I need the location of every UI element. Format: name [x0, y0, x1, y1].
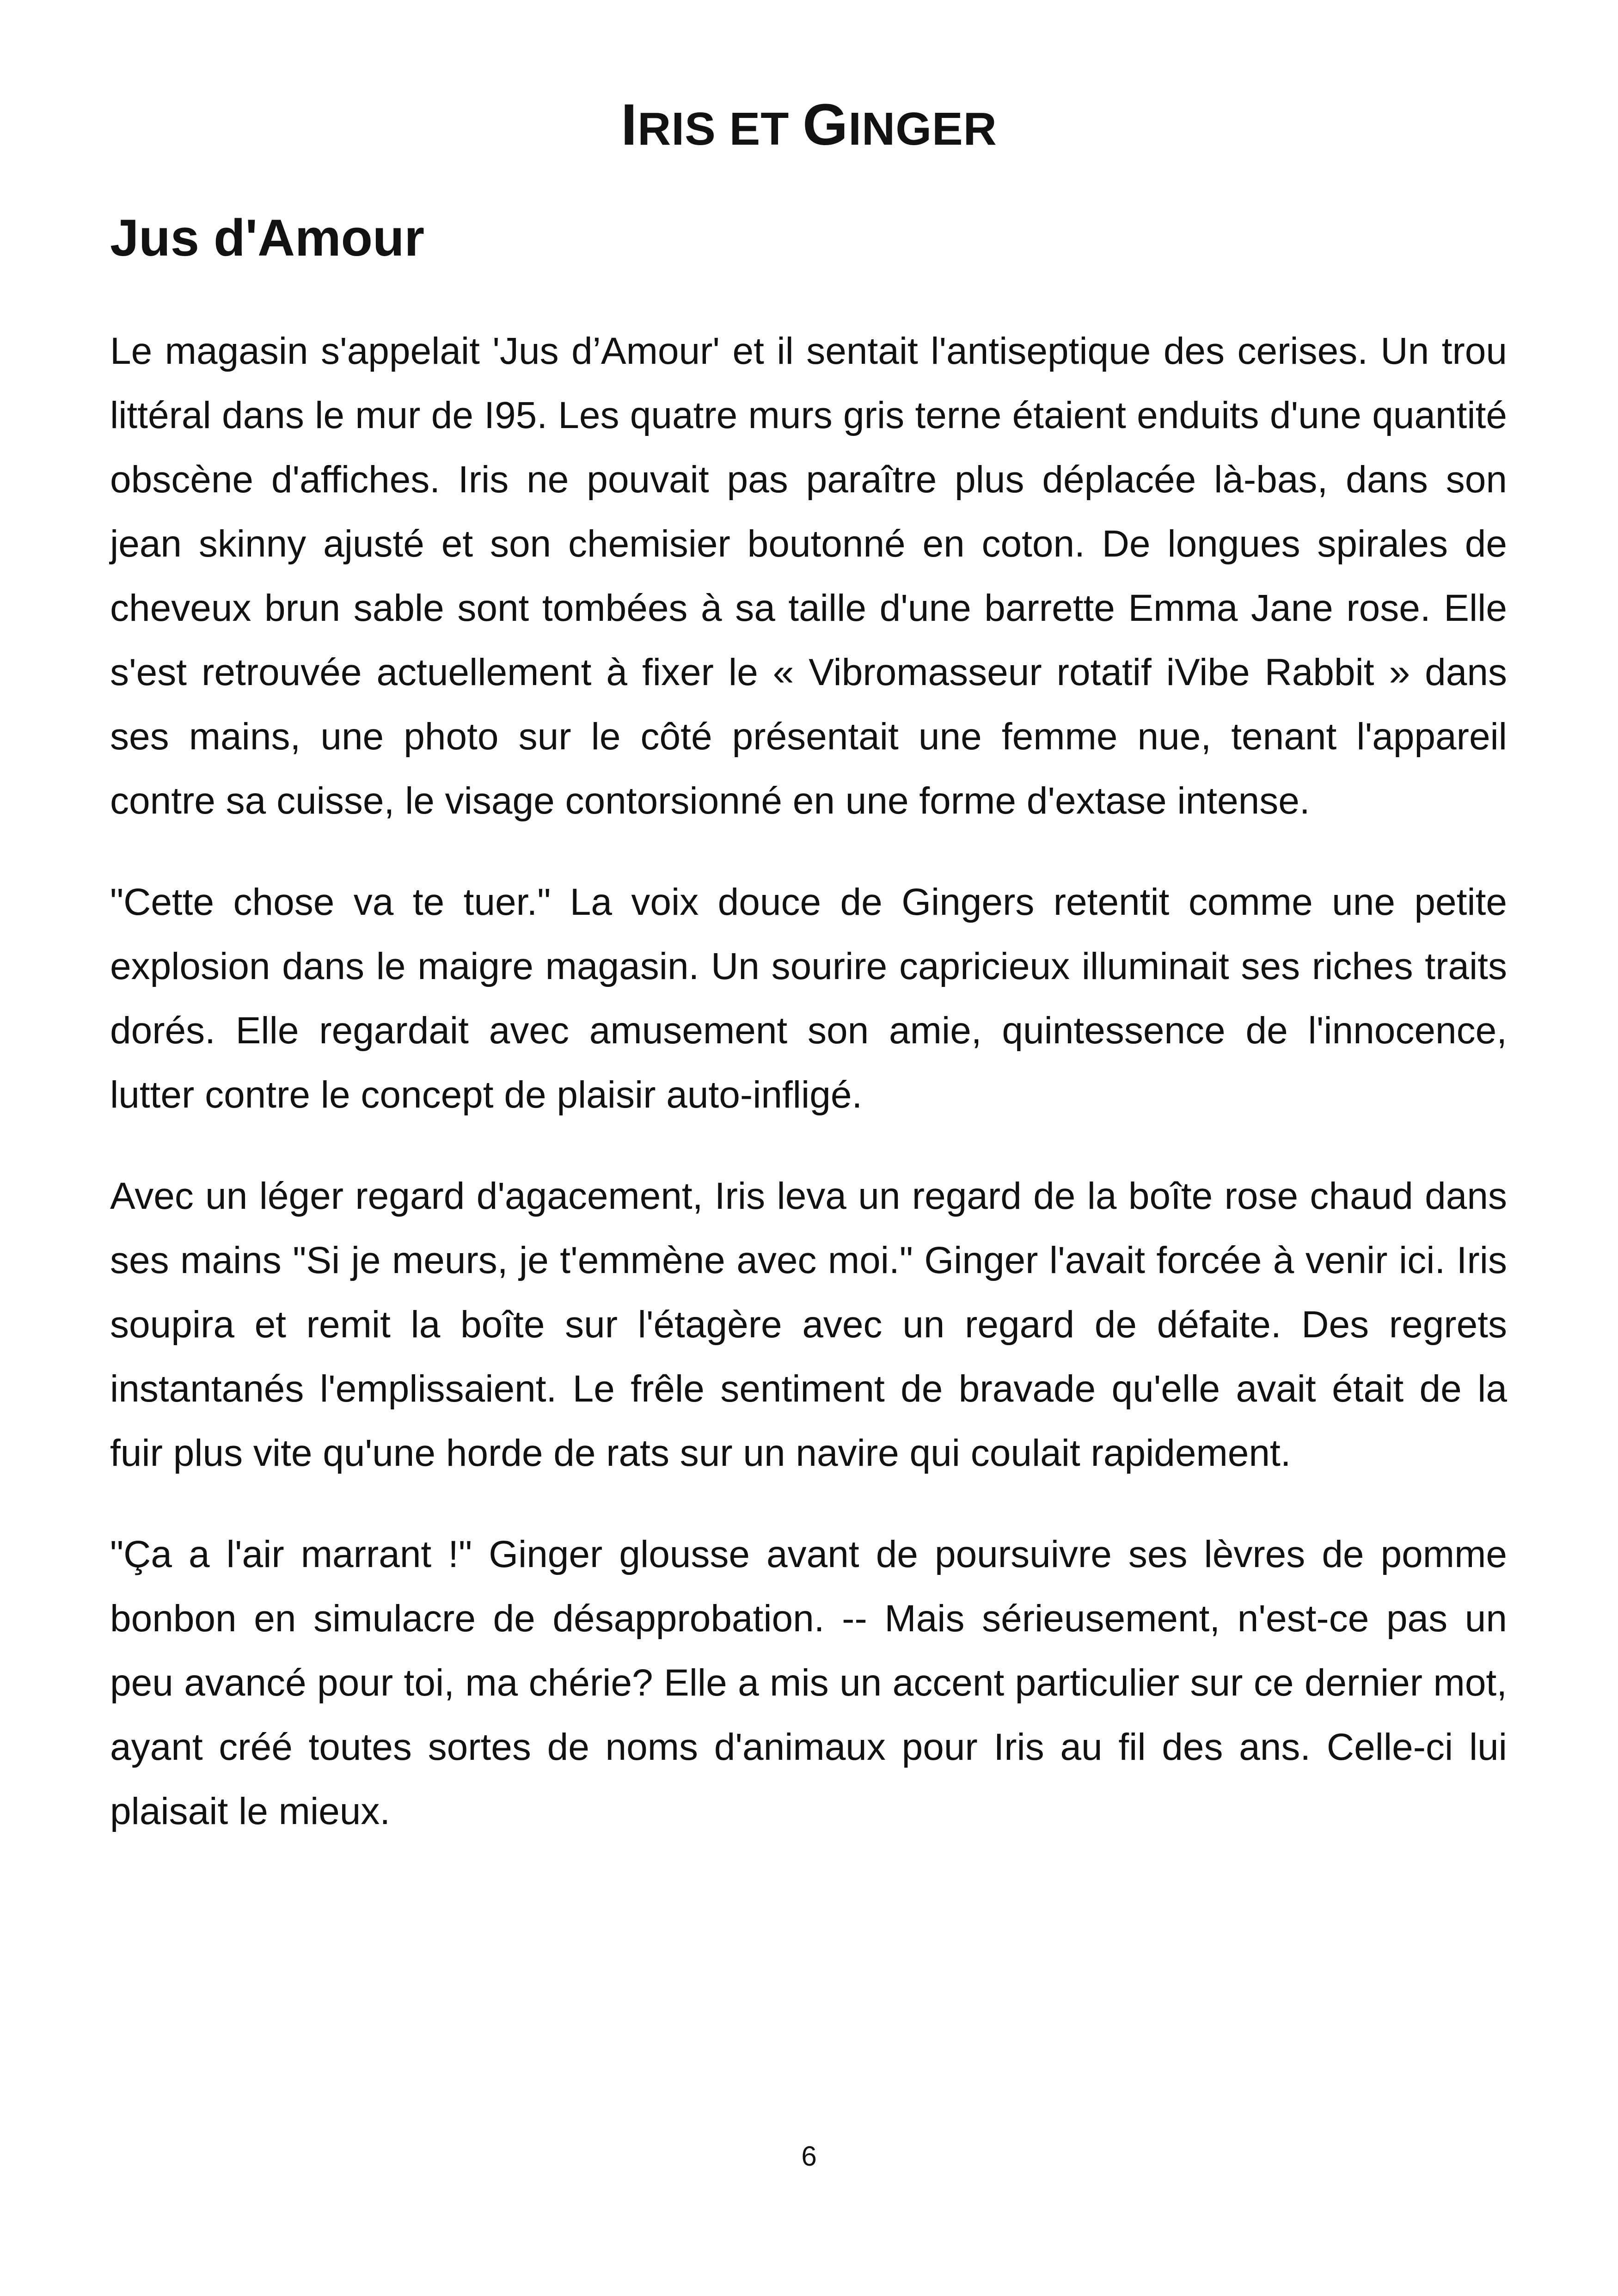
- book-title-cap-2: G: [803, 92, 849, 157]
- book-title: [0, 92, 1618, 161]
- paragraph-2: "Cette chose va te tuer." La voix douce de Gingers retentit comme une petite explosion dans le maigre magasin. Un sourire capricieux illuminait ses riches traits dorés. Elle regardait avec amusement son amie, quintessence de l'innocence, lutter contre le concept de plaisir auto-infligé.: [110, 881, 1507, 1116]
- book-title-part-1: RIS ET: [637, 103, 803, 155]
- book-title-cap-1: I: [621, 92, 638, 157]
- chapter-body: [110, 319, 1507, 1880]
- paragraph-3: Avec un léger regard d'agacement, Iris leva un regard de la boîte rose chaud dans ses mains "Si je meurs, je t'emmène avec moi." Ginger l'avait forcée à venir ici. Iris soupira et remit la boîte sur l'étagère avec un regard de défaite. Des regrets instantanés l'emplissaient. Le frêle sentiment de bravade qu'elle avait était de la fuir plus vite qu'une horde de rats sur un navire qui coulait rapidement.: [110, 1175, 1507, 1474]
- chapter-title: Jus d'Amour: [110, 209, 425, 267]
- page-number: 6: [801, 2141, 817, 2172]
- paragraph-4: "Ça a l'air marrant !" Ginger glousse avant de poursuivre ses lèvres de pomme bonbon en simulacre de désapprobation. -- Mais sérieusement, n'est-ce pas un peu avancé pour toi, ma chérie? Elle a mis un accent particulier sur ce dernier mot, ayant créé toutes sortes de noms d'animaux pour Iris au fil des ans. Celle-ci lui plaisait le mieux.: [110, 1533, 1507, 1832]
- book-title-part-2: INGER: [848, 103, 997, 155]
- paragraph-1: Le magasin s'appelait 'Jus d’Amour' et il sentait l'antiseptique des cerises. Un trou littéral dans le mur de I95. Les quatre murs gris terne étaient enduits d'une quantité obscène d'affiches. Iris ne pouvait pas paraître plus déplacée là-bas, dans son jean skinny ajusté et son chemisier boutonné en coton. De longues spirales de cheveux brun sable sont tombées à sa taille d'une barrette Emma Jane rose. Elle s'est retrouvée actuellement à fixer le « Vibromasseur rotatif iVibe Rabbit » dans ses mains, une photo sur le côté présentait une femme nue, tenant l'appareil contre sa cuisse, le visage contorsionné en une forme d'extase intense.: [110, 330, 1507, 822]
